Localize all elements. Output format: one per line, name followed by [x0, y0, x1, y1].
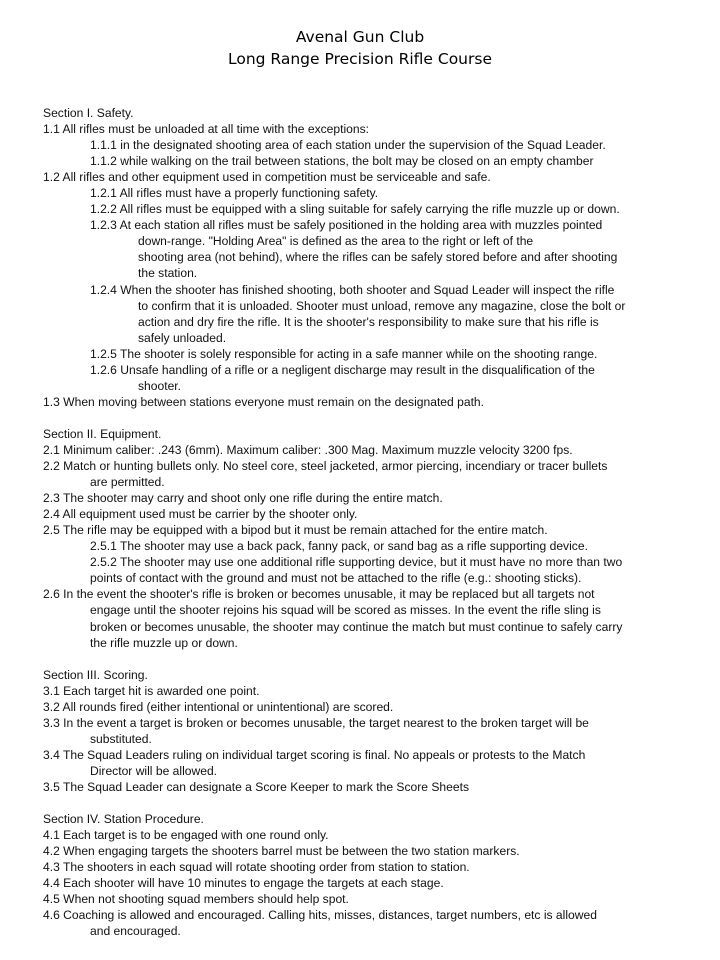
rule-line: 4.5 When not shooting squad members should help spot.	[43, 892, 349, 907]
rule-line: shooter.	[138, 378, 182, 393]
rule-line: 1.2.2 All rifles must be equipped with a sling suitable for safely carrying the rifle muzzle up or down.	[90, 202, 620, 217]
rule-line: 4.6 Coaching is allowed and encouraged. Calling hits, misses, distances, target numbers, etc is allowed	[43, 908, 597, 923]
rule-line: Director will be allowed.	[90, 763, 218, 778]
rule-line: broken or becomes unusable, the shooter may continue the match but must continue to safely carry	[90, 619, 623, 634]
rule-line: 1.2.6 Unsafe handling of a rifle or a negligent discharge may result in the disqualification of the	[90, 362, 595, 377]
rule-line: 2.1 Minimum caliber: .243 (6mm). Maximum caliber: .300 Mag. Maximum muzzle velocity 3200 fps.	[43, 442, 573, 457]
rule-line: 2.2 Match or hunting bullets only. No steel core, steel jacketed, armor piercing, incendiary or tracer bullets	[43, 459, 608, 474]
rule-line: and encouraged.	[90, 924, 181, 939]
rule-line: 4.3 The shooters in each squad will rotate shooting order from station to station.	[43, 860, 470, 875]
rule-line: 2.4 All equipment used must be carrier by the shooter only.	[43, 507, 358, 522]
rule-line: 2.3 The shooter may carry and shoot only one rifle during the entire match.	[43, 491, 443, 506]
rule-line: 2.5.1 The shooter may use a back pack, fanny pack, or sand bag as a rifle supporting device.	[90, 539, 588, 554]
section-heading: Section II. Equipment.	[43, 426, 162, 441]
rule-line: 4.1 Each target is to be engaged with one round only.	[43, 828, 329, 843]
section-heading: Section III. Scoring.	[43, 667, 148, 682]
rule-line: 4.2 When engaging targets the shooters barrel must be between the two station markers.	[43, 844, 520, 859]
rule-line: 1.2.1 All rifles must have a properly functioning safety.	[90, 186, 379, 201]
document-subtitle: Long Range Precision Rifle Course	[228, 50, 492, 68]
rule-line: to confirm that it is unloaded. Shooter must unload, remove any magazine, close the bolt or	[138, 298, 626, 313]
section-heading: Section I. Safety.	[43, 106, 134, 120]
rule-line: 1.2.3 At each station all rifles must be safely positioned in the holding area with muzzles pointed	[90, 218, 603, 233]
rule-line: 1.2 All rifles and other equipment used in competition must be serviceable and safe.	[43, 170, 491, 185]
section-spacer	[43, 410, 683, 426]
rule-line: 2.5.2 The shooter may use one additional rifle supporting device, but it must have no more than two	[90, 555, 623, 570]
rule-line: 3.5 The Squad Leader can designate a Score Keeper to mark the Score Sheets	[43, 779, 470, 794]
rule-line: 2.5 The rifle may be equipped with a bipod but it must be remain attached for the entire match.	[43, 523, 548, 538]
rule-line: 1.3 When moving between stations everyone must remain on the designated path.	[43, 394, 485, 409]
section-spacer	[43, 795, 683, 811]
rule-line: 3.4 The Squad Leaders ruling on individual target scoring is final. No appeals or protests to the Match	[43, 747, 586, 762]
rule-line: 3.3 In the event a target is broken or becomes unusable, the target nearest to the broken target will be	[43, 715, 589, 730]
rule-line: 1.2.5 The shooter is solely responsible for acting in a safe manner while on the shooting range.	[90, 346, 598, 361]
rules-body	[43, 105, 683, 939]
document-title: Avenal Gun Club	[295, 28, 425, 46]
rule-line: 3.2 All rounds fired (either intentional or unintentional) are scored.	[43, 699, 394, 714]
rule-line: 1.1.1 in the designated shooting area of each station under the supervision of the Squad Leader.	[90, 138, 606, 153]
rule-line: shooting area (not behind), where the rifles can be safely stored before and after shooting	[138, 250, 618, 265]
rule-line: 1.2.4 When the shooter has finished shooting, both shooter and Squad Leader will inspect the rifle	[90, 282, 615, 297]
rule-line: the station.	[138, 266, 198, 281]
rule-line: down-range. "Holding Area" is defined as the area to the right or left of the	[138, 234, 534, 249]
rule-line: safely unloaded.	[138, 330, 227, 345]
section-heading: Section IV. Station Procedure.	[43, 812, 204, 827]
rule-line: 2.6 In the event the shooter's rifle is broken or becomes unusable, it may be replaced but all targets not	[43, 587, 595, 602]
rule-line: engage until the shooter rejoins his squad will be scored as misses. In the event the rifle sling is	[90, 603, 601, 618]
rule-line: action and dry fire the rifle. It is the shooter's responsibility to make sure that his rifle is	[138, 314, 599, 329]
rule-line: 3.1 Each target hit is awarded one point.	[43, 683, 260, 698]
rule-line: the rifle muzzle up or down.	[90, 635, 238, 650]
rule-line: 1.1.2 while walking on the trail between stations, the bolt may be closed on an empty chamber	[90, 154, 594, 169]
rule-line: are permitted.	[90, 475, 165, 490]
rule-line: substituted.	[90, 731, 152, 746]
section-spacer	[43, 651, 683, 667]
rule-line: 4.4 Each shooter will have 10 minutes to engage the targets at each stage.	[43, 876, 444, 891]
rule-line: points of contact with the ground and must not be attached to the rifle (e.g.: shooting sticks).	[90, 571, 582, 586]
rule-line: 1.1 All rifles must be unloaded at all time with the exceptions:	[43, 122, 370, 137]
